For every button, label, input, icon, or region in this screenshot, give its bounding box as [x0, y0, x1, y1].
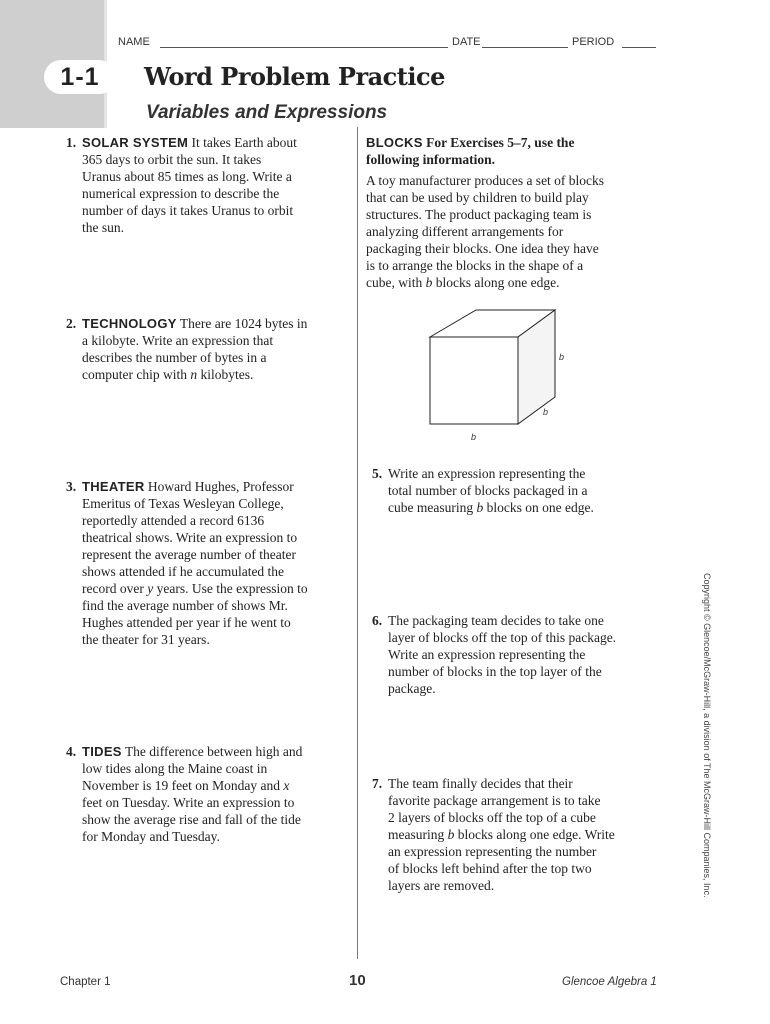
cube-diagram	[420, 300, 600, 450]
problem-text: layers are removed.	[388, 878, 495, 893]
blocks-keyword: BLOCKS	[366, 135, 423, 150]
problem-text: shows attended if he accumulated the	[82, 564, 285, 579]
problem-text: It takes Earth about	[191, 135, 297, 150]
problem-4	[66, 743, 356, 845]
lesson-number: 1-1	[60, 63, 100, 91]
problem-text: of blocks left behind after the top two	[388, 861, 592, 876]
problem-number: 1.	[66, 135, 77, 150]
problem-keyword: TECHNOLOGY	[82, 316, 177, 331]
problem-2	[66, 315, 356, 383]
problem-text: Uranus about 85 times as long. Write a	[82, 169, 292, 184]
blocks-text: structures. The product packaging team is	[366, 207, 592, 222]
problem-text: 2 layers of blocks off the top of a cube	[388, 810, 596, 825]
problem-text: find the average number of shows Mr.	[82, 598, 288, 613]
blocks-intro	[366, 134, 666, 291]
problem-text: layer of blocks off the top of this package.	[388, 630, 617, 645]
name-field[interactable]	[160, 47, 448, 48]
problem-text: a kilobyte. Write an expression that	[82, 333, 274, 348]
problem-text: Emeritus of Texas Wesleyan College,	[82, 496, 284, 511]
blocks-heading-line2: following information.	[366, 152, 496, 167]
problem-text: The team finally decides that their	[388, 776, 573, 791]
problem-text: the theater for 31 years.	[82, 632, 210, 647]
cube-label-width: b	[471, 432, 477, 442]
blocks-text: analyzing different arrangements for	[366, 224, 564, 239]
problem-text: for Monday and Tuesday.	[82, 829, 220, 844]
problem-keyword: TIDES	[82, 744, 122, 759]
blocks-text: cube, with b blocks along one edge.	[366, 275, 560, 290]
blocks-text: A toy manufacturer produces a set of blocks	[366, 173, 605, 188]
problem-text: favorite package arrangement is to take	[388, 793, 601, 808]
cube-label-depth: b	[543, 407, 549, 417]
problem-7	[372, 775, 667, 894]
page-number: 10	[349, 972, 366, 989]
date-field[interactable]	[482, 47, 568, 48]
problem-text: 365 days to orbit the sun. It takes	[82, 152, 262, 167]
problem-text: The difference between high and	[124, 744, 303, 759]
blocks-text: is to arrange the blocks in the shape of a	[366, 258, 584, 273]
cube-front-face	[430, 337, 518, 424]
problem-text: Howard Hughes, Professor	[147, 479, 294, 494]
lesson-badge	[44, 60, 116, 94]
problem-text: represent the average number of theater	[82, 547, 297, 562]
problem-text: numerical expression to describe the	[82, 186, 280, 201]
blocks-heading: For Exercises 5–7, use the	[426, 135, 575, 150]
problem-text: number of days it takes Uranus to orbit	[82, 203, 294, 218]
problem-text: total number of blocks packaged in a	[388, 483, 588, 498]
problem-1	[66, 134, 356, 236]
problem-number: 4.	[66, 744, 77, 759]
problem-text: measuring b blocks along one edge. Write	[388, 827, 615, 842]
problem-number: 5.	[372, 466, 383, 481]
problem-text: reportedly attended a record 6136	[82, 513, 265, 528]
blocks-text: packaging their blocks. One idea they have	[366, 241, 599, 256]
problem-text: number of blocks in the top layer of the	[388, 664, 602, 679]
problem-text: show the average rise and fall of the tide	[82, 812, 301, 827]
problem-text: an expression representing the number	[388, 844, 597, 859]
page-subtitle: Variables and Expressions	[146, 102, 388, 123]
date-label: DATE	[452, 36, 481, 48]
period-label: PERIOD	[572, 36, 615, 48]
problem-number: 6.	[372, 613, 383, 628]
name-label: NAME	[118, 36, 150, 48]
problem-6	[372, 612, 667, 697]
problem-text: The packaging team decides to take one	[388, 613, 604, 628]
problem-3	[66, 478, 358, 648]
blocks-text: that can be used by children to build play	[366, 190, 589, 205]
problem-text: describes the number of bytes in a	[82, 350, 267, 365]
problem-text: Write an expression representing the	[388, 647, 586, 662]
footer-chapter: Chapter 1	[60, 976, 111, 988]
problem-5	[372, 465, 667, 516]
problem-text: cube measuring b blocks on one edge.	[388, 500, 594, 515]
problem-text: the sun.	[82, 220, 124, 235]
cube-label-height: b	[559, 352, 565, 362]
page-title: Word Problem Practice	[144, 62, 445, 91]
problem-number: 2.	[66, 316, 77, 331]
problem-text: feet on Tuesday. Write an expression to	[82, 795, 295, 810]
problem-text: November is 19 feet on Monday and x	[82, 778, 290, 793]
problem-text: Hughes attended per year if he went to	[82, 615, 291, 630]
problem-text: computer chip with n kilobytes.	[82, 367, 254, 382]
period-field[interactable]	[622, 47, 656, 48]
problem-text: package.	[388, 681, 436, 696]
problem-text: record over y years. Use the expression to	[82, 581, 308, 596]
problem-number: 7.	[372, 776, 383, 791]
problem-text: theatrical shows. Write an expression to	[82, 530, 298, 545]
problem-text: Write an expression representing the	[388, 466, 586, 481]
problem-text: low tides along the Maine coast in	[82, 761, 268, 776]
problem-number: 3.	[66, 479, 77, 494]
problem-keyword: THEATER	[82, 479, 145, 494]
problem-text: There are 1024 bytes in	[179, 316, 308, 331]
footer-book: Glencoe Algebra 1	[562, 976, 657, 988]
problem-keyword: SOLAR SYSTEM	[82, 135, 189, 150]
copyright-notice: Copyright © Glencoe/McGraw-Hill, a division of The McGraw-Hill Companies, Inc.	[702, 573, 712, 898]
